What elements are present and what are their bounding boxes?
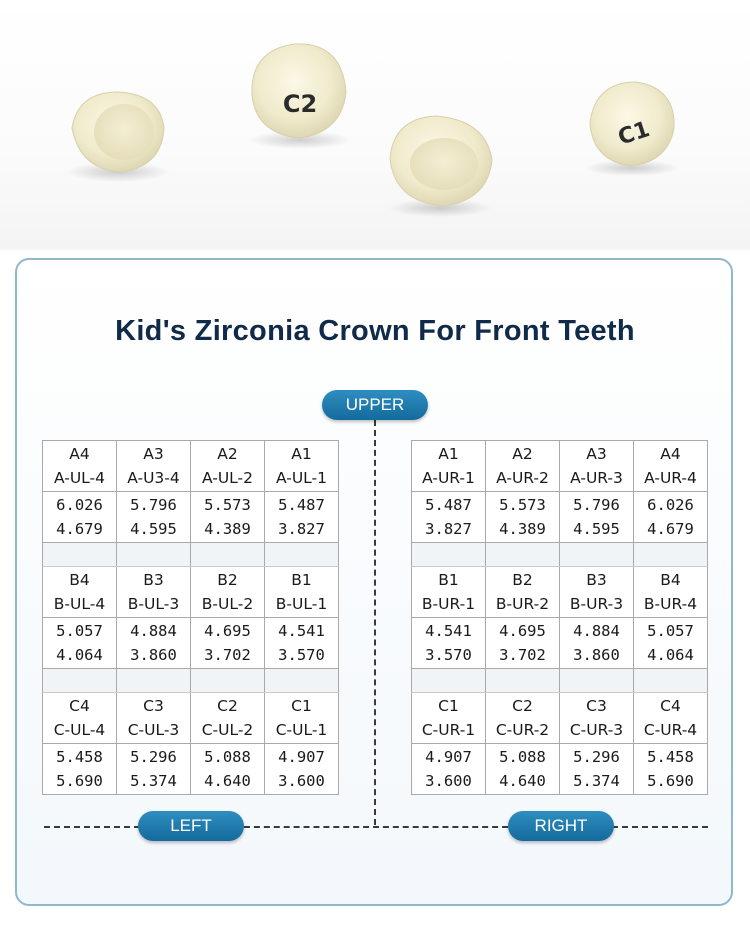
gap-cell <box>634 543 708 567</box>
size-cell <box>265 567 339 618</box>
cell-text: 4.695 <box>204 622 251 640</box>
cell-text: B3 <box>586 571 607 589</box>
table-gap <box>412 543 708 567</box>
size-cell <box>412 441 486 492</box>
cell-text: A3 <box>143 445 164 463</box>
cell-text: C-UR-2 <box>495 721 550 739</box>
value-cell <box>560 618 634 669</box>
cell-text: B-UL-3 <box>127 595 180 613</box>
page-title: Kid's Zirconia Crown For Front Teeth <box>115 315 635 347</box>
cell-text: 4.595 <box>573 520 620 538</box>
cell-text: C3 <box>586 697 607 715</box>
crown-2 <box>248 44 352 149</box>
cell-text: B-UR-3 <box>569 595 624 613</box>
table-row <box>412 693 708 744</box>
cell-text: 4.679 <box>647 520 694 538</box>
cell-text: 4.907 <box>425 748 472 766</box>
value-cell <box>412 744 486 795</box>
size-cell <box>43 441 117 492</box>
cell-text: A2 <box>217 445 238 463</box>
cell-text: 4.595 <box>130 520 177 538</box>
cell-text: 3.827 <box>278 520 325 538</box>
gap-cell <box>412 543 486 567</box>
value-cell <box>486 492 560 543</box>
cell-text: 5.573 <box>499 496 546 514</box>
size-cell <box>191 441 265 492</box>
table-row <box>43 441 339 492</box>
cell-text: C2 <box>512 697 533 715</box>
cell-text: 4.064 <box>647 646 694 664</box>
cell-text: B-UL-1 <box>275 595 328 613</box>
value-cell <box>634 618 708 669</box>
crown-3 <box>388 116 492 217</box>
upper-divider-line <box>374 420 376 825</box>
cell-text: B-UL-4 <box>53 595 106 613</box>
size-cell <box>560 567 634 618</box>
crown-4-label: C1 <box>615 117 653 151</box>
gap-cell <box>43 543 117 567</box>
cell-text: B1 <box>291 571 312 589</box>
cell-text: 5.796 <box>573 496 620 514</box>
cell-text: A-UL-1 <box>275 469 328 487</box>
crown-2-label: C2 <box>282 90 318 118</box>
cell-text: 5.796 <box>130 496 177 514</box>
cell-text: B2 <box>512 571 533 589</box>
size-cell <box>117 441 191 492</box>
size-cell <box>486 567 560 618</box>
product-photo <box>0 0 750 250</box>
table-row <box>43 744 339 795</box>
table-row <box>412 618 708 669</box>
size-cell <box>117 567 191 618</box>
cell-text: B3 <box>143 571 164 589</box>
value-cell <box>117 618 191 669</box>
cell-text: B-UR-2 <box>495 595 550 613</box>
cell-text: A-UL-2 <box>201 469 254 487</box>
left-size-table <box>42 440 339 795</box>
table-row <box>412 744 708 795</box>
cell-text: B-UR-1 <box>421 595 476 613</box>
cell-text: 4.389 <box>204 520 251 538</box>
table-row <box>43 618 339 669</box>
cell-text: A-UR-4 <box>644 469 697 487</box>
table-row <box>43 567 339 618</box>
value-cell <box>265 492 339 543</box>
gap-cell <box>191 669 265 693</box>
value-cell <box>43 744 117 795</box>
cell-text: 3.702 <box>204 646 251 664</box>
cell-text: 3.702 <box>499 646 546 664</box>
gap-cell <box>191 543 265 567</box>
size-cell <box>191 567 265 618</box>
cell-text: B4 <box>660 571 681 589</box>
crowns-illustration <box>0 0 750 250</box>
cell-text: 5.088 <box>204 748 251 766</box>
value-cell <box>412 492 486 543</box>
center-divider-line <box>244 826 508 828</box>
cell-text: 5.690 <box>647 772 694 790</box>
gap-cell <box>634 669 708 693</box>
gap-cell <box>117 669 191 693</box>
cell-text: C4 <box>660 697 681 715</box>
cell-text: 4.640 <box>204 772 251 790</box>
gap-cell <box>265 543 339 567</box>
size-cell <box>486 441 560 492</box>
crown-4 <box>584 82 680 176</box>
cell-text: C3 <box>143 697 164 715</box>
cell-text: 4.541 <box>425 622 472 640</box>
cell-text: A4 <box>69 445 90 463</box>
cell-text: 3.860 <box>573 646 620 664</box>
table-row <box>43 693 339 744</box>
gap-cell <box>486 543 560 567</box>
size-cell <box>265 441 339 492</box>
value-cell <box>560 492 634 543</box>
table-gap <box>412 669 708 693</box>
cell-text: 4.389 <box>499 520 546 538</box>
size-cell <box>43 693 117 744</box>
size-cell <box>43 567 117 618</box>
cell-text: A-UL-4 <box>53 469 106 487</box>
gap-cell <box>265 669 339 693</box>
cell-text: 6.026 <box>647 496 694 514</box>
size-cell <box>412 567 486 618</box>
cell-text: C-UL-3 <box>127 721 180 739</box>
size-cell <box>486 693 560 744</box>
value-cell <box>634 492 708 543</box>
cell-text: 3.570 <box>425 646 472 664</box>
right-label: RIGHT <box>508 811 614 841</box>
cell-text: B2 <box>217 571 238 589</box>
cell-text: 5.487 <box>425 496 472 514</box>
gap-cell <box>560 669 634 693</box>
cell-text: A4 <box>660 445 681 463</box>
value-cell <box>265 618 339 669</box>
cell-text: 5.296 <box>573 748 620 766</box>
size-cell <box>634 567 708 618</box>
table-row <box>412 441 708 492</box>
cell-text: 3.827 <box>425 520 472 538</box>
gap-cell <box>43 669 117 693</box>
cell-text: C1 <box>438 697 459 715</box>
cell-text: 4.884 <box>130 622 177 640</box>
size-cell <box>634 693 708 744</box>
cell-text: 4.640 <box>499 772 546 790</box>
cell-text: A-UR-1 <box>422 469 475 487</box>
cell-text: B1 <box>438 571 459 589</box>
cell-text: B-UR-4 <box>643 595 698 613</box>
cell-text: 3.600 <box>278 772 325 790</box>
cell-text: C-UR-3 <box>569 721 624 739</box>
table-gap <box>43 543 339 567</box>
cell-text: 5.057 <box>56 622 103 640</box>
value-cell <box>486 744 560 795</box>
size-cell <box>560 441 634 492</box>
table-row <box>43 492 339 543</box>
value-cell <box>43 492 117 543</box>
cell-text: 3.860 <box>130 646 177 664</box>
cell-text: A1 <box>438 445 459 463</box>
cell-text: 3.600 <box>425 772 472 790</box>
value-cell <box>191 618 265 669</box>
cell-text: A-UR-2 <box>496 469 549 487</box>
value-cell <box>560 744 634 795</box>
value-cell <box>117 744 191 795</box>
size-cell <box>634 441 708 492</box>
size-cell <box>412 693 486 744</box>
gap-cell <box>412 669 486 693</box>
cell-text: A2 <box>512 445 533 463</box>
cell-text: 4.695 <box>499 622 546 640</box>
table-row <box>412 492 708 543</box>
value-cell <box>191 492 265 543</box>
cell-text: 4.541 <box>278 622 325 640</box>
value-cell <box>43 618 117 669</box>
value-cell <box>412 618 486 669</box>
cell-text: 6.026 <box>56 496 103 514</box>
right-divider-line <box>612 826 708 828</box>
value-cell <box>117 492 191 543</box>
left-divider-line <box>44 826 140 828</box>
cell-text: 5.573 <box>204 496 251 514</box>
cell-text: 4.884 <box>573 622 620 640</box>
cell-text: 5.487 <box>278 496 325 514</box>
cell-text: 5.088 <box>499 748 546 766</box>
cell-text: 5.458 <box>56 748 103 766</box>
cell-text: A-UR-3 <box>570 469 623 487</box>
cell-text: 5.296 <box>130 748 177 766</box>
cell-text: C-UR-1 <box>421 721 476 739</box>
cell-text: A1 <box>291 445 312 463</box>
left-label: LEFT <box>138 811 244 841</box>
cell-text: C1 <box>291 697 312 715</box>
table-row <box>412 567 708 618</box>
cell-text: C-UR-4 <box>643 721 698 739</box>
cell-text: C-UL-2 <box>201 721 254 739</box>
cell-text: 3.570 <box>278 646 325 664</box>
size-cell <box>265 693 339 744</box>
value-cell <box>265 744 339 795</box>
cell-text: 4.064 <box>56 646 103 664</box>
cell-text: C4 <box>69 697 90 715</box>
size-cell <box>191 693 265 744</box>
right-size-table <box>411 440 708 795</box>
cell-text: 5.374 <box>573 772 620 790</box>
table-gap <box>43 669 339 693</box>
gap-cell <box>560 543 634 567</box>
cell-text: C2 <box>217 697 238 715</box>
cell-text: 5.057 <box>647 622 694 640</box>
cell-text: 5.374 <box>130 772 177 790</box>
value-cell <box>634 744 708 795</box>
cell-text: 5.690 <box>56 772 103 790</box>
cell-text: A-U3-4 <box>127 469 180 487</box>
cell-text: A3 <box>586 445 607 463</box>
cell-text: C-UL-4 <box>53 721 106 739</box>
cell-text: 5.458 <box>647 748 694 766</box>
cell-text: 4.907 <box>278 748 325 766</box>
cell-text: B-UL-2 <box>201 595 254 613</box>
crown-1 <box>66 92 170 182</box>
value-cell <box>191 744 265 795</box>
cell-text: B4 <box>69 571 90 589</box>
value-cell <box>486 618 560 669</box>
cell-text: 4.679 <box>56 520 103 538</box>
size-cell <box>117 693 191 744</box>
cell-text: C-UL-1 <box>275 721 328 739</box>
gap-cell <box>117 543 191 567</box>
size-cell <box>560 693 634 744</box>
upper-label: UPPER <box>322 390 428 420</box>
gap-cell <box>486 669 560 693</box>
